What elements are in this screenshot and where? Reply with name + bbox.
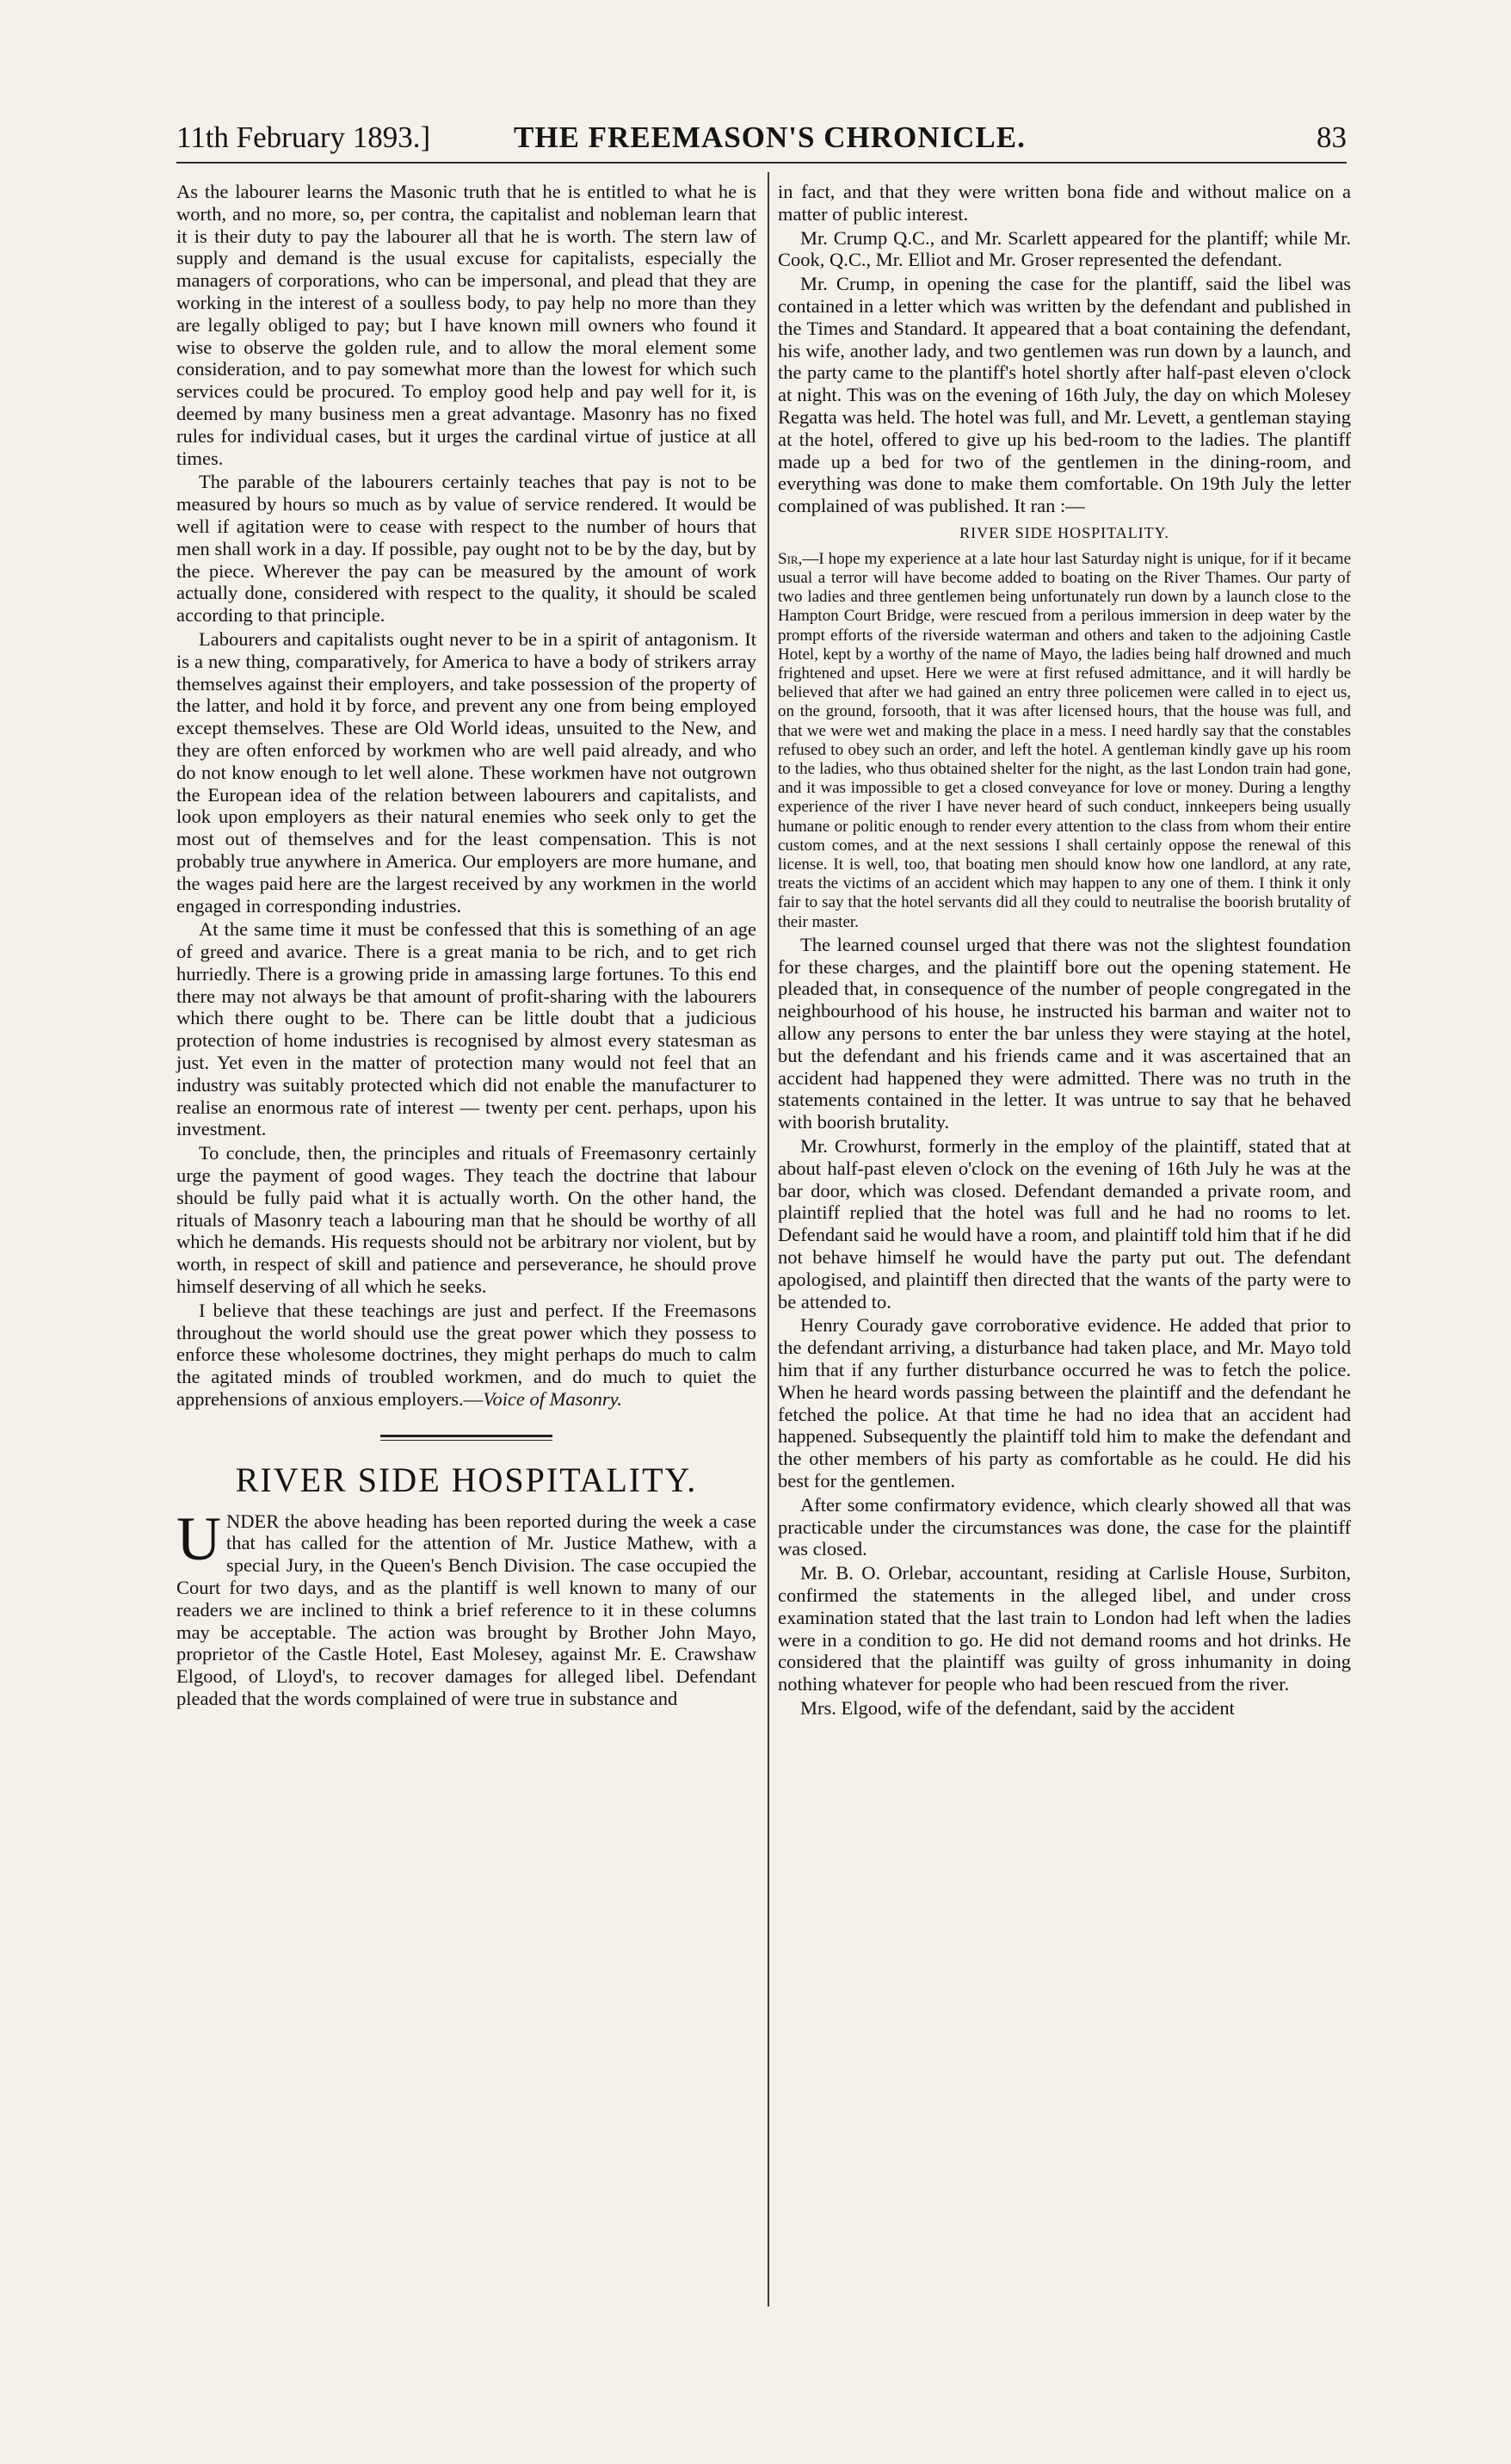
page-header	[176, 114, 1347, 165]
article-paragraph: Mr. Crump, in opening the case for the plantiff, said the libel was contained in a letter which was written by the defendant and published in the Times and Standard. It appeared that a boat containing the defendant, his wife, another lady, and two gentlemen was run down by a launch, and the party came to the plantiff's hotel shortly after half-past eleven o'clock at night. This was on the evening of 16th July, the day on which Molesey Regatta was held. The hotel was full, and Mr. Levett, a gentleman staying at the hotel, offered to give up his bed-room to the ladies. The plantiff made up a bed for two of the gentlemen in the dining-room, and everything was done to make them comfortable. On 19th July the letter complained of was published. It ran :—	[778, 273, 1351, 517]
article-paragraph: As the labourer learns the Masonic truth that he is entitled to what he is worth, and no more, so, per contra, the capitalist and nobleman learn that it is their duty to pay the labourer all that he is worth. The stern law of supply and demand is the usual excuse for capitalists, especially the managers of corporations, who can be impersonal, and plead that they are working in the interest of a soulless body, to pay help no more than they are legally obliged to pay; but I have known mill owners who found it wise to observe the golden rule, and to allow the moral element some consideration, and to pay somewhat more than the lowest for which such services could be procured. To employ good help and pay well for it, is deemed by many business men a great advantage. Masonry has no fixed rules for individual cases, but it urges the cardinal virtue of justice at all times.	[176, 181, 756, 469]
header-rule	[176, 162, 1347, 164]
article-paragraph: Mr. Crowhurst, formerly in the employ of the plaintiff, stated that at about half-past eleven o'clock on the evening of 16th July he was at the bar door, which was closed. Defendant demanded a private room, and plaintiff replied that the hotel was full and he had no rooms to let. Defendant said he would have a room, and plaintiff told him that if he did not behave himself he would have the party put out. The defendant apologised, and plaintiff then directed that the wants of the party were to be attended to.	[778, 1134, 1351, 1312]
page-number: 83	[1317, 120, 1347, 154]
article-paragraph-text: I believe that these teachings are just and perfect. If the Freemasons throughout the world should use the great power which they possess to enforce these wholesome doctrines, they might perhaps do much to calm the agitated minds of troubled workmen, and do much to quiet the apprehensions of anxious employers.—	[176, 1299, 756, 1411]
article-paragraph: The parable of the labourers certainly teaches that pay is not to be measured by hours so much as by value of service rendered. It would be well if agitation were to cease with respect to the number of hours that men shall work in a day. If possible, pay ought not to be by the day, but by the piece. Wherever the pay can be measured by the amount of work actually done, considered with respect to the quality, it should be scaled according to that principle.	[176, 471, 756, 627]
quoted-letter	[778, 550, 1351, 932]
left-column	[176, 181, 756, 1712]
article-paragraph-final	[176, 1300, 756, 1411]
column-divider	[768, 172, 769, 2307]
article-source: Voice of Masonry.	[483, 1388, 623, 1411]
article-paragraph: Henry Courady gave corroborative evidence. He added that prior to the defendant arriving, a disturbance had taken place, and Mr. Mayo told him that if any further disturbance occurred he was to fetch the police. When he heard words passing between the plaintiff and the defendant he fetched the police. At that time he had no idea that an accident had happened. Subsequently the plaintiff told him to make the defendant and the other members of his party as comfortable as he could. He did his best for the gentlemen.	[778, 1314, 1351, 1491]
section-heading: RIVER SIDE HOSPITALITY.	[235, 1460, 698, 1499]
article-intro	[176, 1504, 756, 1710]
letter-body: —I hope my experience at a late hour last Saturday night is unique, for if it became usual a terror will have become added to boating on the River Thames. Our party of two ladies and three gentlemen being unfortunately run down by a launch close to the Hampton Court Bridge, were rescued from a perilous immersion in deep water by the prompt efforts of the riverside waterman and others and taken to the adjoining Castle Hotel, kept by a worthy of the name of Mayo, the ladies being half drowned and much frightened and upset. Here we were at first refused admittance, and it will hardly be believed that after we had gained an entry three policemen were called in to eject us, on the ground, forsooth, that it was after licensed hours, that the house was full, and that we were wet and making the place in a mess. I need hardly say that the constables refused to obey such an order, and left the hotel. A gentleman kindly gave up his room to the ladies, who thus obtained shelter for the night, as the last London train had gone, and it was impossible to get a closed conveyance for love or money. During a lengthy experience of the river I have never heard of such conduct, innkeepers being usually humane or politic enough to render every attention to the class from whom their entire custom comes, and at the next sessions I shall certainly oppose the renewal of this license. It is well, too, that boating men should know how one landlord, at any rate, treats the victims of an accident which may happen to any one of them. I think it only fair to say that the hotel servants did all they could to neutralise the boorish brutality of their master.	[778, 549, 1351, 931]
article-paragraph: The learned counsel urged that there was not the slightest foundation for these charges, and the plaintiff bore out the opening statement. He pleaded that, in consequence of the number of people congregated in the neighbourhood of his house, he instructed his barman and waiter not to allow any persons to enter the bar unless they were staying at the hotel, but the defendant and his friends came and it was ascertained that an accident had happened they were admitted. There was no truth in the statements contained in the letter. It was untrue to say that he behaved with boorish brutality.	[778, 933, 1351, 1133]
article-intro-text: NDER the above heading has been reported during the week a case that has called for the attention of Mr. Justice Mathew, with a special Jury, in the Queen's Bench Division. The case occupied the Court for two days, and as the plantiff is well known to many of our readers we are inclined to think a brief reference to it in these columns may be acceptable. The action was brought by Brother John Mayo, proprietor of the Castle Hotel, East Molesey, against Mr. E. Crawshaw Elgood, of Lloyd's, to recover damages for alleged libel. Defendant pleaded that the words complained of were true in substance and	[176, 1510, 756, 1709]
issue-date: 11th February 1893.]	[176, 120, 431, 154]
article-paragraph: in fact, and that they were written bona fide and without malice on a matter of public interest.	[778, 181, 1351, 225]
letter-heading: RIVER SIDE HOSPITALITY.	[959, 523, 1169, 541]
article-paragraph: After some confirmatory evidence, which clearly showed all that was practicable under the circumstances was done, the case for the plaintiff was closed.	[778, 1493, 1351, 1560]
article-paragraph: Labourers and capitalists ought never to be in a spirit of antagonism. It is a new thing, comparatively, for America to have a body of strikers array themselves against their employers, and take possession of the property of the latter, and hold it by force, and prevent any one from being employed except themselves. These are Old World ideas, unsuited to the New, and they are often enforced by workmen who are well paid already, and who do not know enough to let well alone. These workmen have not outgrown the European idea of the relation between labourers and capitalists, and look upon employers as their natural enemies who seek only to get the most out of themselves and for the least compensation. This is not probably true anywhere in America. Our employers are more humane, and the wages paid here are the largest received by any workmen in the world engaged in corresponding industries.	[176, 627, 756, 917]
letter-salutation: Sir,	[778, 549, 803, 568]
article-paragraph: Mrs. Elgood, wife of the defendant, said by the accident	[800, 1696, 1235, 1719]
article-paragraph: At the same time it must be confessed that this is something of an age of greed and avarice. There is a great mania to be rich, and to get rich hurriedly. There is a growing pride in amassing large fortunes. To this end there may not always be that amount of profit-sharing with the labourers which there ought to be. There can be little doubt that a judicious protection of home industries is recognised by almost every statesman as just. Yet even in the matter of protection many would not feel that an industry was suitably protected which did not enable the manufacturer to realise an enormous rate of interest — twenty per cent. perhaps, upon his investment.	[176, 918, 756, 1140]
article-paragraph: Mr. B. O. Orlebar, accountant, residing at Carlisle House, Surbiton, confirmed the statements in the alleged libel, and under cross examination stated that the last train to London had left when the ladies were in a condition to go. He did not demand rooms and hot drinks. He considered that the plaintiff was guilty of gross inhumanity in doing nothing whatever for people who had been rescued from the river.	[778, 1562, 1351, 1695]
right-column	[778, 181, 1351, 1721]
drop-cap: U	[176, 1504, 221, 1573]
article-paragraph: Mr. Crump Q.C., and Mr. Scarlett appeared for the plantiff; while Mr. Cook, Q.C., Mr. Elliot and Mr. Groser represented the defendant.	[778, 226, 1351, 271]
section-divider-ornament	[380, 1433, 552, 1443]
publication-title: THE FREEMASON'S CHRONICLE.	[514, 120, 1026, 154]
article-paragraph: To conclude, then, the principles and rituals of Freemasonry certainly urge the payment of good wages. They teach the doctrine that labour should be fully paid what it is actually worth. On the other hand, the rituals of Masonry teach a labouring man that he should be worthy of all which he demands. His requests should not be arbitrary nor violent, but by worth, in respect of skill and patience and perseverance, he should prove himself deserving of all which he seeks.	[176, 1142, 756, 1298]
